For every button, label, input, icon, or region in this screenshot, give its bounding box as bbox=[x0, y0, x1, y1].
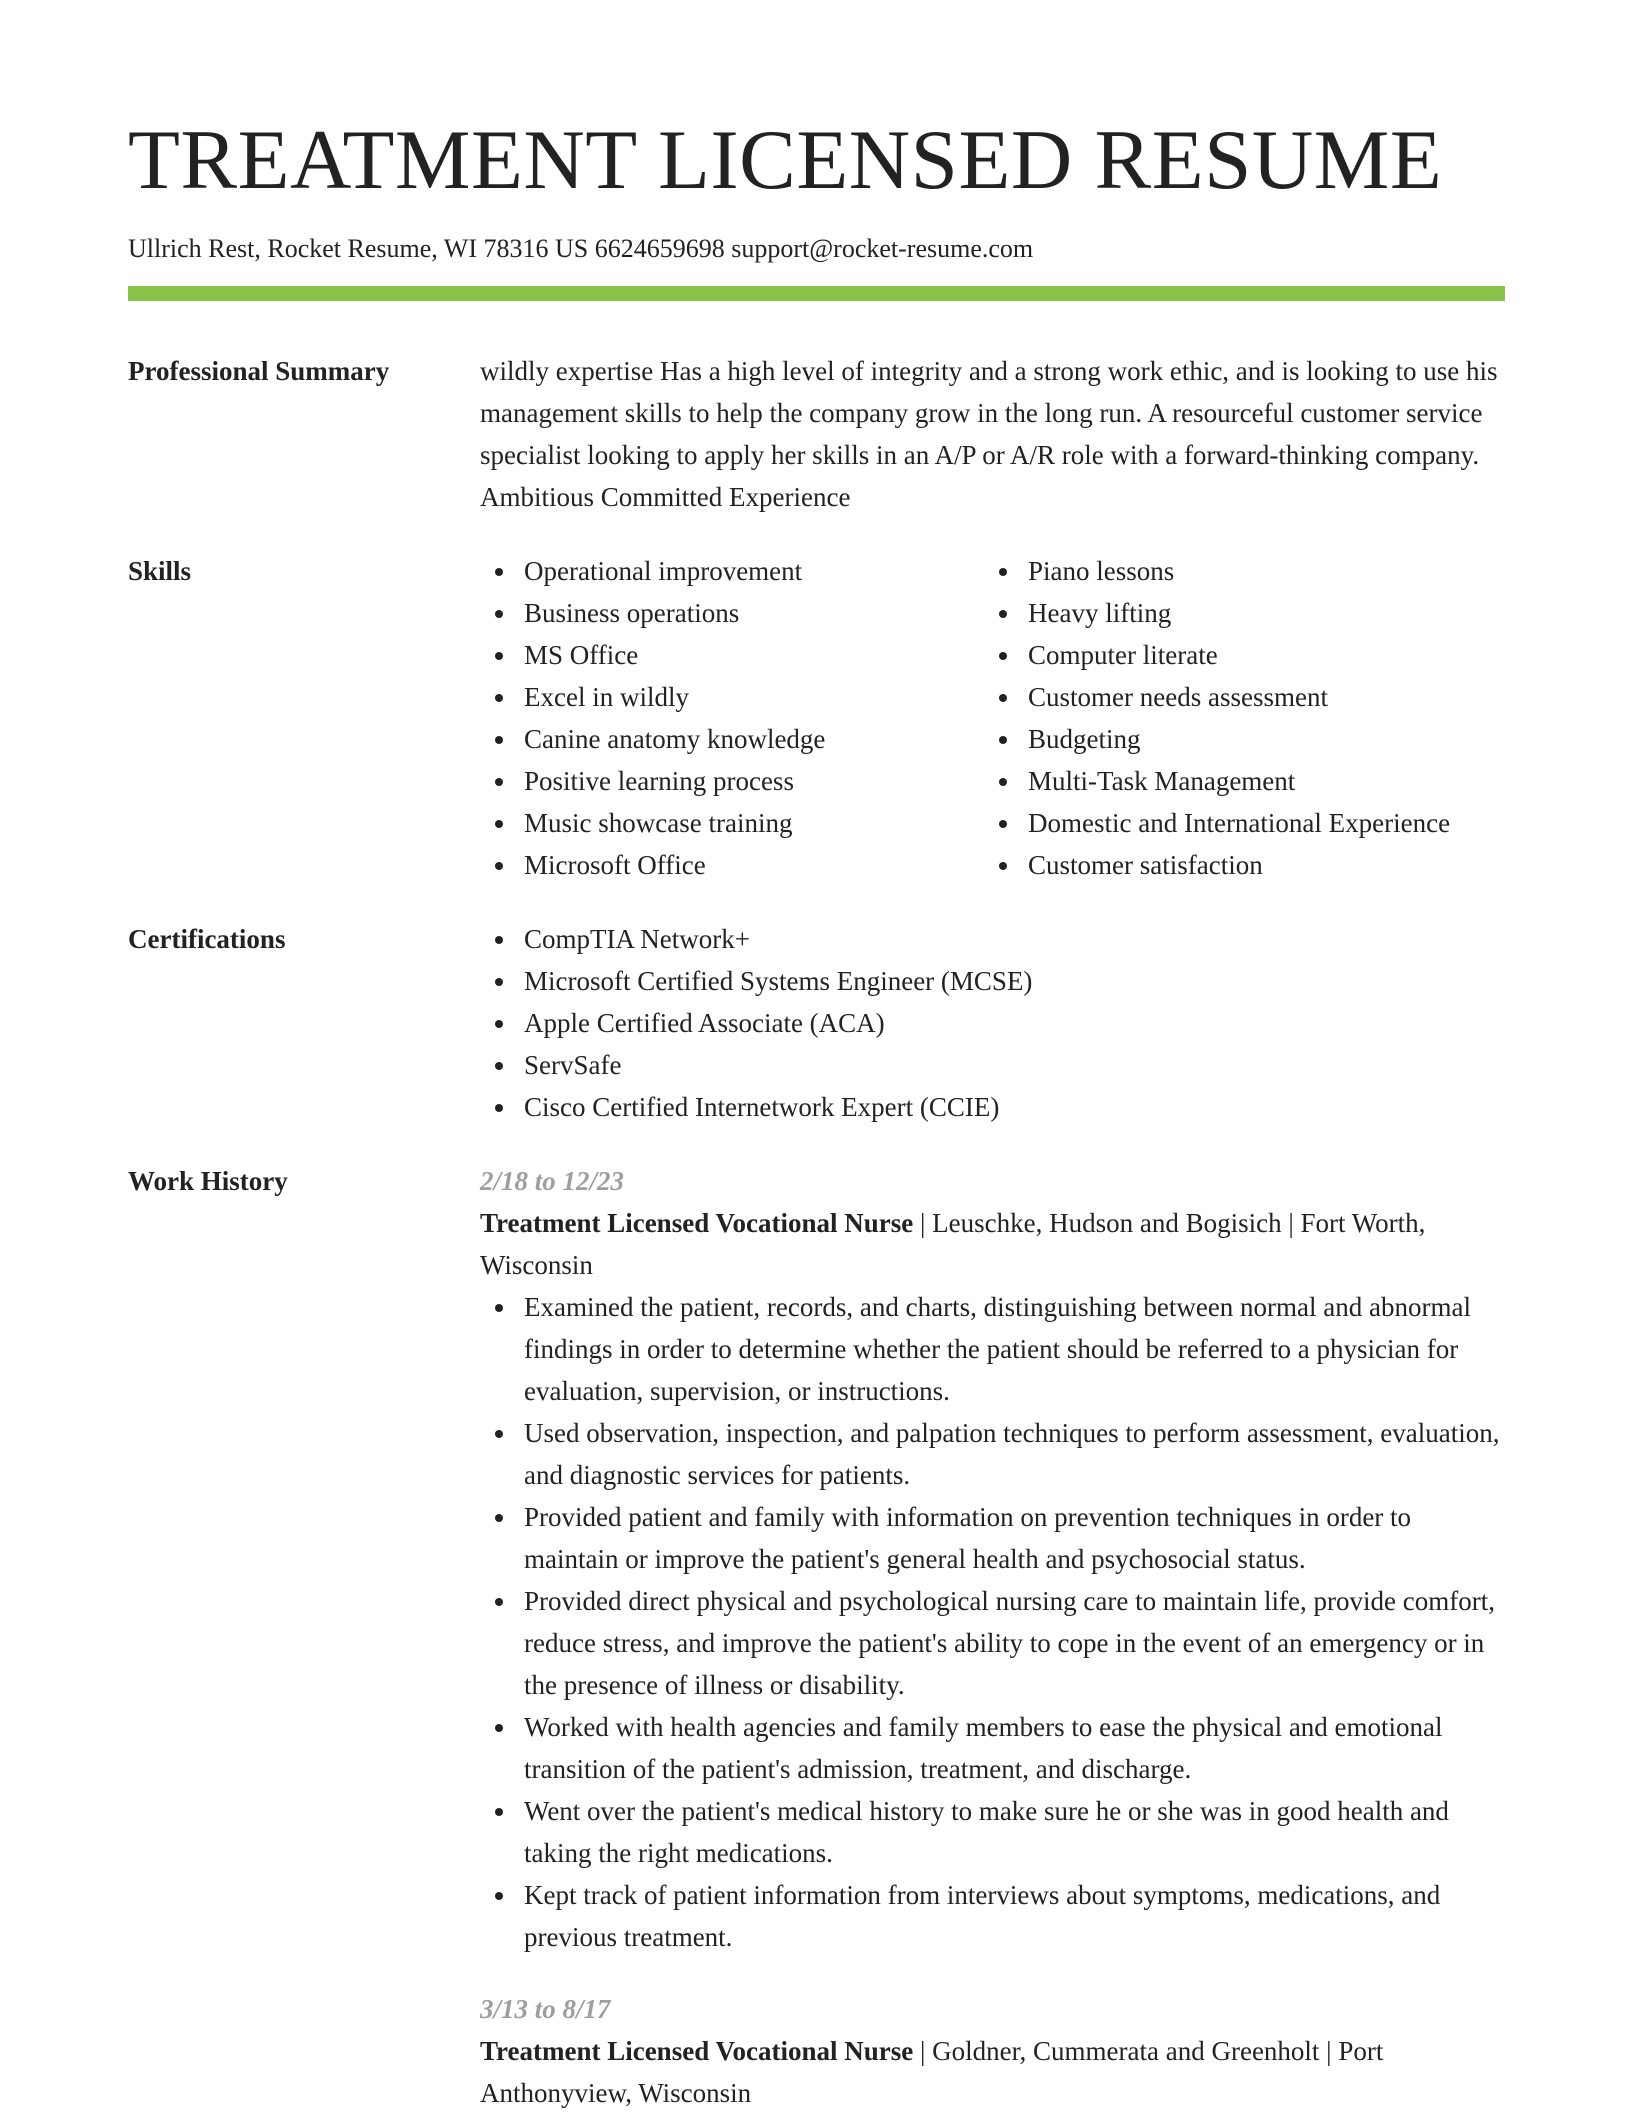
job-entry bbox=[480, 1160, 1505, 1958]
skill-item: Excel in wildly bbox=[524, 676, 984, 718]
skill-item: Operational improvement bbox=[524, 550, 984, 592]
skills-heading: Skills bbox=[128, 556, 192, 586]
skill-item: Music showcase training bbox=[524, 802, 984, 844]
skill-item: Customer needs assessment bbox=[1028, 676, 1505, 718]
skills-body bbox=[480, 550, 1505, 886]
skill-item: Domestic and International Experience bbox=[1028, 802, 1505, 844]
skill-item: Piano lessons bbox=[1028, 550, 1505, 592]
job-duty-item: Kept track of patient information from interviews about symptoms, medications, and previous treatment. bbox=[524, 1874, 1505, 1958]
job-duty-item: Went over the patient's medical history to make sure he or she was in good health and taking the right medications. bbox=[524, 1790, 1505, 1874]
skills-column-left bbox=[480, 550, 984, 886]
certifications-heading: Certifications bbox=[128, 924, 286, 954]
skill-item: Positive learning process bbox=[524, 760, 984, 802]
resume-title: TREATMENT LICENSED RESUME bbox=[128, 113, 1443, 207]
job-heading bbox=[480, 2030, 1505, 2114]
contact-line: Ullrich Rest, Rocket Resume, WI 78316 US 6624659698 support@rocket-resume.com bbox=[128, 234, 1034, 263]
skill-item: MS Office bbox=[524, 634, 984, 676]
certifications-body bbox=[480, 918, 1505, 1128]
job-employer-location: | Leuschke, Hudson and Bogisich | Fort Worth, Wisconsin bbox=[480, 1208, 1426, 1280]
summary-text: wildly expertise Has a high level of integrity and a strong work ethic, and is looking to use his management skills to help the company grow in the long run. A resourceful customer service specialist looking to apply her skills in an A/P or A/R role with a forward-thinking company. Ambitious Committed Experience bbox=[480, 356, 1498, 512]
job-dates: 3/13 to 8/17 bbox=[480, 1994, 611, 2024]
job-duty-item: Worked with health agencies and family members to ease the physical and emotional transition of the patient's admission, treatment, and discharge. bbox=[524, 1706, 1505, 1790]
skill-item: Computer literate bbox=[1028, 634, 1505, 676]
job-heading bbox=[480, 1202, 1505, 1286]
skills-column-right bbox=[984, 550, 1505, 886]
header-divider bbox=[128, 286, 1505, 301]
job-duty-item: Provided patient and family with information on prevention techniques in order to maintain or improve the patient's general health and psychosocial status. bbox=[524, 1496, 1505, 1580]
skill-item: Heavy lifting bbox=[1028, 592, 1505, 634]
skill-item: Customer satisfaction bbox=[1028, 844, 1505, 886]
job-title: Treatment Licensed Vocational Nurse bbox=[480, 2036, 914, 2066]
certification-item: Cisco Certified Internetwork Expert (CCIE) bbox=[524, 1086, 1505, 1128]
job-duty-item: Examined the patient, records, and charts, distinguishing between normal and abnormal findings in order to determine whether the patient should be referred to a physician for evaluation, supervision, or instructions. bbox=[524, 1286, 1505, 1412]
skill-item: Business operations bbox=[524, 592, 984, 634]
job-duties bbox=[480, 1286, 1505, 1958]
job-employer-location: | Goldner, Cummerata and Greenholt | Port Anthonyview, Wisconsin bbox=[480, 2036, 1384, 2108]
certification-item: CompTIA Network+ bbox=[524, 918, 1505, 960]
certification-item: Apple Certified Associate (ACA) bbox=[524, 1002, 1505, 1044]
summary-heading: Professional Summary bbox=[128, 356, 390, 386]
certification-item: ServSafe bbox=[524, 1044, 1505, 1086]
skill-item: Canine anatomy knowledge bbox=[524, 718, 984, 760]
skill-item: Budgeting bbox=[1028, 718, 1505, 760]
work-history-heading: Work History bbox=[128, 1166, 288, 1196]
certification-item: Microsoft Certified Systems Engineer (MCSE) bbox=[524, 960, 1505, 1002]
job-entry bbox=[480, 1988, 1505, 2114]
job-dates: 2/18 to 12/23 bbox=[480, 1166, 625, 1196]
work-history-body bbox=[480, 1160, 1505, 2114]
job-duty-item: Provided direct physical and psychological nursing care to maintain life, provide comfort, reduce stress, and improve the patient's ability to cope in the event of an emergency or in the presence of illness or disability. bbox=[524, 1580, 1505, 1706]
skill-item: Multi-Task Management bbox=[1028, 760, 1505, 802]
skill-item: Microsoft Office bbox=[524, 844, 984, 886]
job-duty-item: Used observation, inspection, and palpation techniques to perform assessment, evaluation, and diagnostic services for patients. bbox=[524, 1412, 1505, 1496]
summary-body bbox=[480, 350, 1505, 518]
job-title: Treatment Licensed Vocational Nurse bbox=[480, 1208, 914, 1238]
